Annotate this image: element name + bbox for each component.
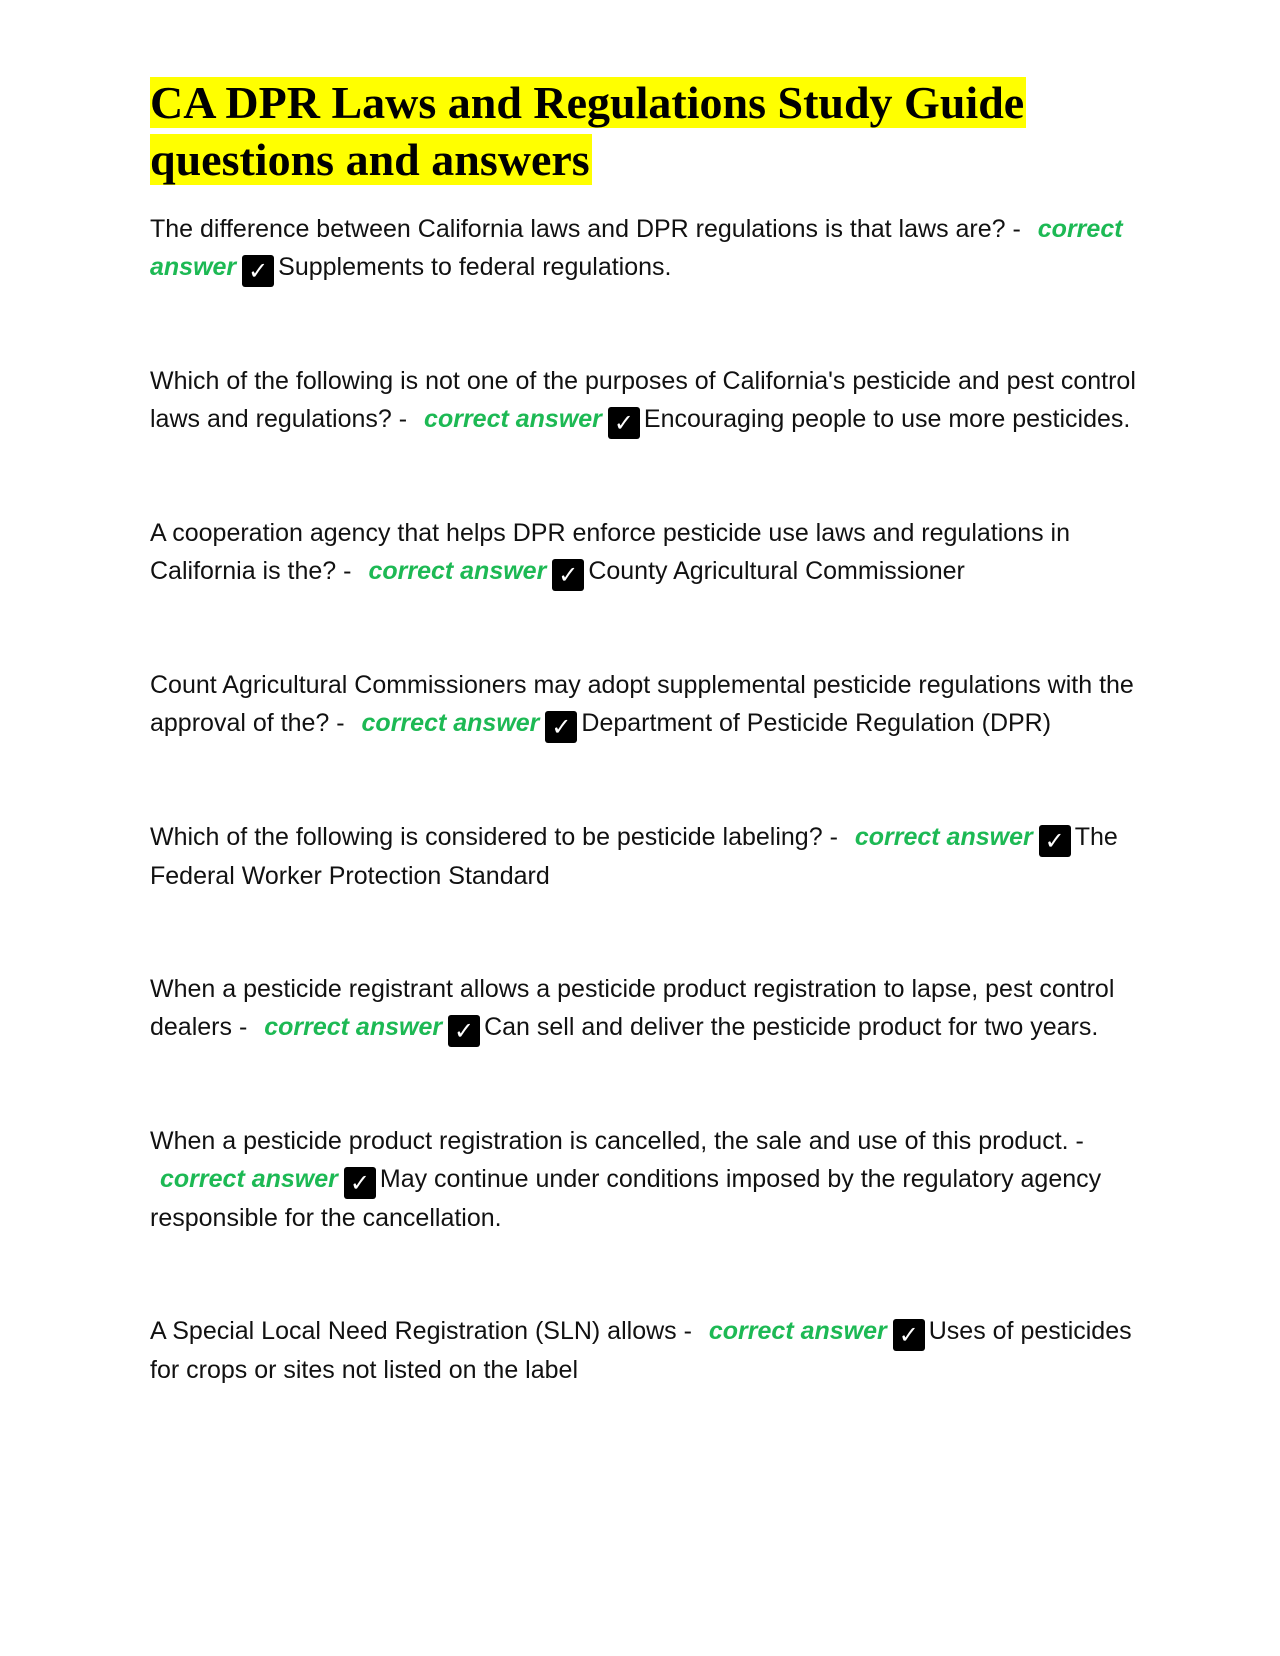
qa-list — [150, 210, 1140, 1389]
question-text: When a pesticide product registration is cancelled, the sale and use of this product. - — [150, 1127, 1084, 1155]
check-mark-icon: ✓ — [242, 255, 274, 287]
check-mark-icon: ✓ — [448, 1015, 480, 1047]
correct-answer-label: correct answer — [160, 1165, 338, 1193]
correct-answer-label: correct answer — [368, 557, 547, 585]
question-text: A Special Local Need Registration (SLN) allows - — [150, 1317, 692, 1345]
correct-answer-label: correct answer — [708, 1317, 887, 1345]
answer-text: The Federal Worker Protection Standard — [150, 823, 1118, 890]
answer-text: May continue under conditions imposed by the regulatory agency responsible for the cancellation. — [150, 1165, 1102, 1232]
answer-text: County Agricultural Commissioner — [588, 557, 965, 585]
qa-item — [150, 818, 1140, 895]
qa-item — [150, 970, 1140, 1047]
question-text: The difference between California laws and DPR regulations is that laws are? - — [150, 215, 1021, 243]
qa-item — [150, 666, 1140, 743]
qa-item — [150, 514, 1140, 591]
question-text: Which of the following is considered to be pesticide labeling? - — [150, 823, 838, 851]
answer-text: Supplements to federal regulations. — [278, 253, 672, 281]
answer-text: Department of Pesticide Regulation (DPR) — [581, 709, 1052, 737]
correct-answer-label: correct answer — [150, 215, 1123, 281]
qa-item — [150, 1122, 1140, 1237]
correct-answer-label: correct answer — [854, 823, 1033, 851]
question-text: Which of the following is not one of the purposes of California's pesticide and pest control laws and regulations? - — [150, 367, 1136, 433]
document-page — [150, 74, 1140, 1389]
qa-item — [150, 210, 1140, 287]
answer-text: Uses of pesticides for crops or sites not listed on the label — [150, 1317, 1132, 1384]
check-mark-icon: ✓ — [608, 407, 640, 439]
title-line-1: CA DPR Laws and Regulations Study Guide — [150, 77, 1025, 128]
page-title — [150, 74, 1140, 188]
correct-answer-label: correct answer — [264, 1013, 443, 1041]
check-mark-icon: ✓ — [552, 559, 584, 591]
qa-item — [150, 362, 1140, 439]
title-line-2: questions and answers — [150, 134, 590, 185]
question-text: A cooperation agency that helps DPR enforce pesticide use laws and regulations in California is the? - — [150, 519, 1071, 585]
question-text: Count Agricultural Commissioners may adopt supplemental pesticide regulations with the approval of the? - — [150, 671, 1134, 737]
check-mark-icon: ✓ — [893, 1319, 925, 1351]
correct-answer-label: correct answer — [361, 709, 540, 737]
answer-text: Encouraging people to use more pesticides. — [643, 405, 1131, 433]
check-mark-icon: ✓ — [1039, 825, 1071, 857]
correct-answer-label: correct answer — [424, 405, 602, 433]
check-mark-icon: ✓ — [344, 1167, 376, 1199]
question-text: When a pesticide registrant allows a pesticide product registration to lapse, pest control dealers - — [150, 975, 1115, 1041]
check-mark-icon: ✓ — [545, 711, 577, 743]
qa-item — [150, 1312, 1140, 1389]
answer-text: Can sell and deliver the pesticide product for two years. — [484, 1013, 1099, 1041]
